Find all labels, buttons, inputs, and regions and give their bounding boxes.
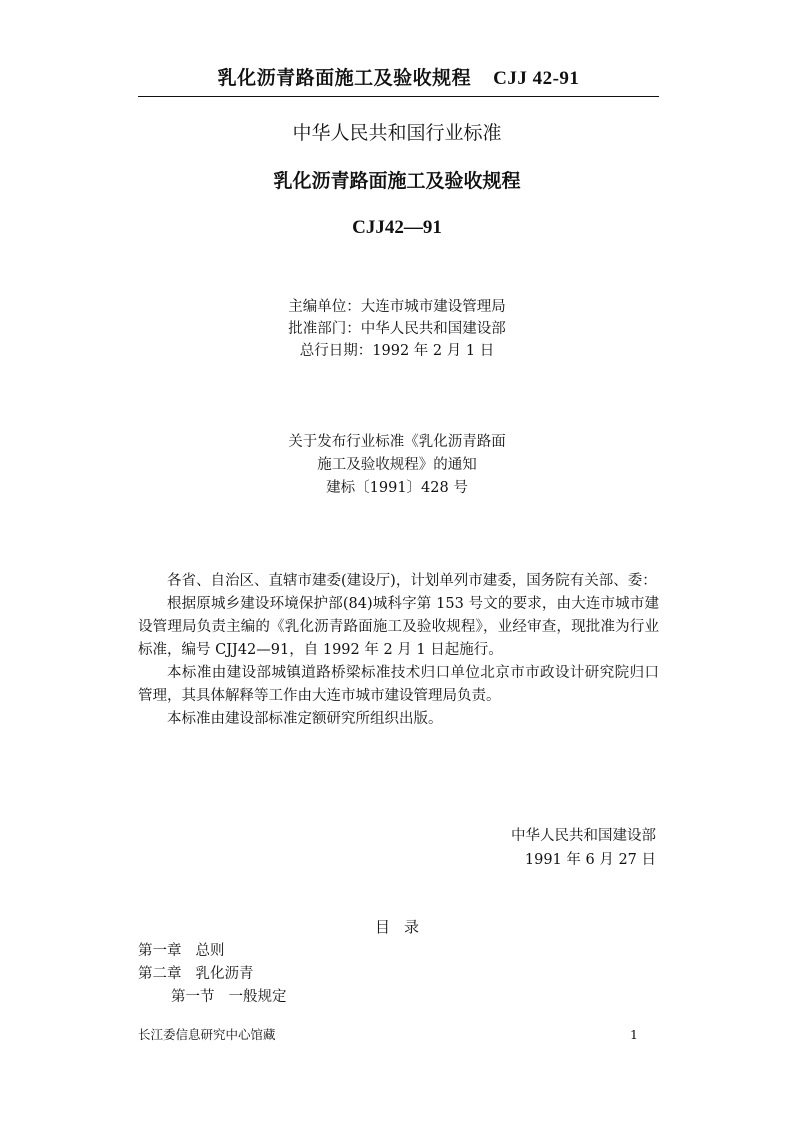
publication-meta	[0, 296, 794, 362]
toc-item[interactable]	[138, 963, 659, 986]
toc-item-label: 乳化沥青	[195, 966, 254, 982]
header-rule	[138, 96, 659, 97]
table-of-contents	[138, 940, 659, 1009]
page-number: 1	[630, 1027, 638, 1042]
page-footer	[138, 1025, 638, 1045]
signature-date: 1991 年 6 月 27 日	[524, 852, 656, 868]
document-title: 乳化沥青路面施工及验收规程	[273, 170, 521, 192]
body-paragraph: 本标准由建设部标准定额研究所组织出版。	[167, 711, 443, 727]
running-header	[138, 64, 659, 93]
standard-code: CJJ42—91	[352, 217, 442, 238]
editor-unit: 主编单位：大连市城市建设管理局	[288, 299, 506, 315]
notice-line: 关于发布行业标准《乳化沥青路面	[288, 434, 506, 450]
toc-item[interactable]	[138, 986, 659, 1009]
effective-date: 总行日期：1992 年 2 月 1 日	[299, 343, 495, 359]
notice-body	[138, 570, 659, 731]
notice-number: 建标〔1991〕428 号	[326, 480, 468, 496]
body-paragraph: 各省、自治区、直辖市建委(建设厅)，计划单列市建委，国务院有关部、委：	[167, 573, 657, 589]
signature-org: 中华人民共和国建设部	[511, 828, 656, 844]
approving-dept: 批准部门：中华人民共和国建设部	[288, 321, 506, 337]
body-paragraph: 根据原城乡建设环境保护部(84)城科字第 153 号文的要求，由大连市城市建设管理局负责主编的《乳化沥青路面施工及验收规程》，业经审查，现批准为行业标准，编号 CJJ42—91，自 1992 年 2 月 1 日起施行。	[138, 596, 659, 658]
standard-category: 中华人民共和国行业标准	[292, 122, 502, 144]
toc-item[interactable]	[138, 940, 659, 963]
notice-heading	[0, 431, 794, 500]
body-paragraph: 本标准由建设部城镇道路桥梁标准技术归口单位北京市市政设计研究院归口管理，其具体解释等工作由大连市城市建设管理局负责。	[138, 665, 659, 704]
toc-item-number: 第一章	[138, 943, 182, 959]
toc-item-label: 总则	[195, 943, 225, 959]
notice-line: 施工及验收规程》的通知	[317, 457, 477, 473]
toc-item-number: 第一节	[171, 989, 215, 1005]
toc-title: 目录	[374, 918, 433, 936]
signature-block	[138, 824, 656, 872]
toc-item-number: 第二章	[138, 966, 182, 982]
running-header-code: CJJ 42-91	[493, 68, 580, 89]
running-header-title: 乳化沥青路面施工及验收规程	[217, 67, 472, 89]
toc-item-label: 一般规定	[228, 989, 287, 1005]
footer-source: 长江委信息研究中心馆藏	[138, 1027, 276, 1042]
